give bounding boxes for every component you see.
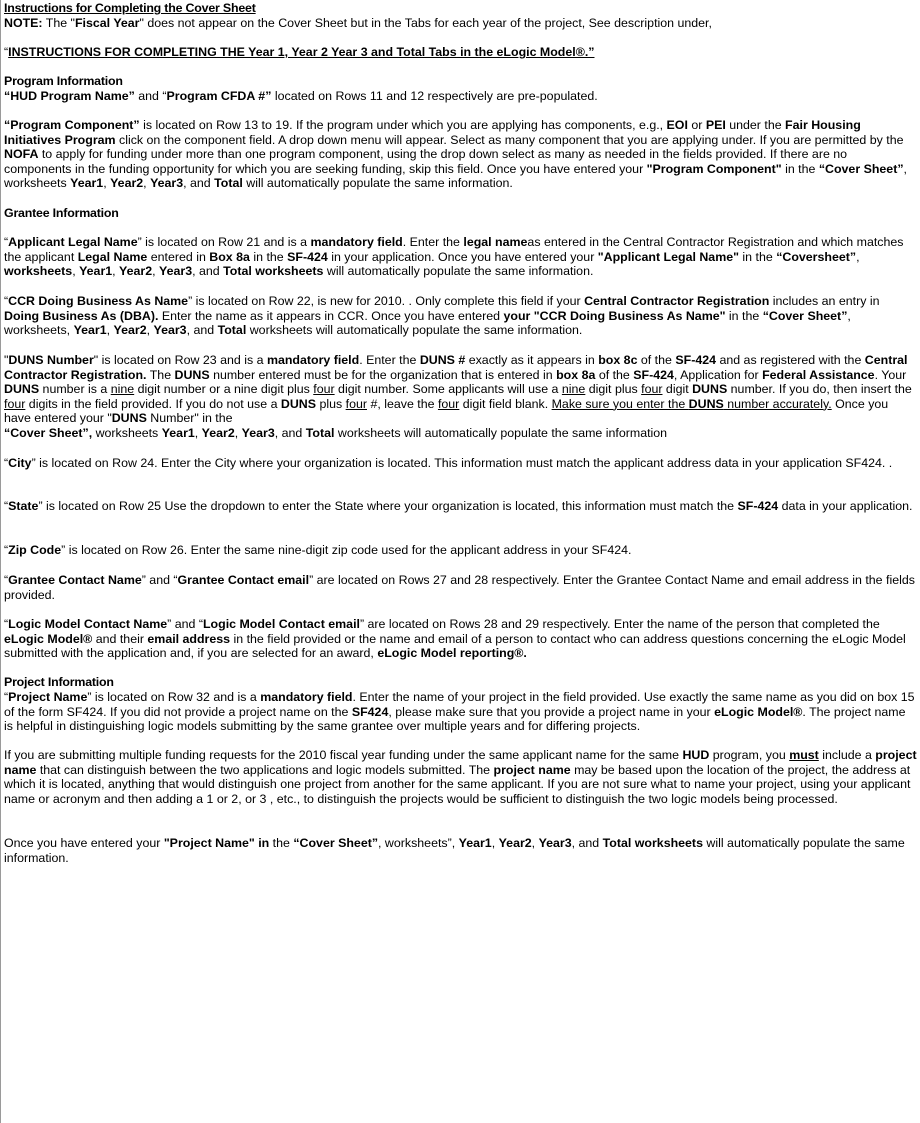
multiple-requests-run: If you are submitting multiple funding requests for the 2010 fiscal year funding under the same applicant name for the same	[4, 748, 683, 762]
program-component-run: PEI	[705, 118, 726, 132]
multiple-requests-run: HUD	[682, 748, 710, 762]
duns-number-run: digit plus	[585, 382, 642, 397]
note-ref-run: “	[4, 45, 9, 59]
logic-model-contact-run: ” and “	[167, 617, 203, 631]
ccr-dba-run: includes an entry in	[769, 294, 880, 308]
city-run: City	[8, 456, 32, 470]
duns-number-run: digits in the field provided. If you do not use a	[25, 396, 281, 411]
duns-number-run: number accurately.	[723, 396, 832, 411]
duns-number-run: DUNS	[174, 367, 210, 382]
project-name-populate-run: Year2	[498, 836, 532, 850]
grantee-information-heading: Grantee Information	[4, 206, 119, 220]
program-component-run: click on the component field. A drop down menu will appear. Select as many component that you are applying under. If you are permitted by the	[115, 132, 904, 147]
duns-number-run: DUNS #	[419, 353, 466, 367]
state-paragraph	[4, 499, 917, 514]
duns-number-run: box 8a	[556, 367, 596, 382]
duns-number-run: Make sure you enter the	[551, 396, 689, 411]
logic-model-contact-run: ” are located on Rows 28 and 29 respectively. Enter the name of the person that completed the	[359, 617, 880, 631]
project-name-populate-run: , worksheets”,	[378, 836, 459, 850]
logic-model-contact-run: “	[4, 617, 9, 631]
program-component-run: ,	[143, 176, 151, 191]
left-border	[0, 0, 1, 1123]
duns-number-run: Federal Assistance	[762, 367, 875, 382]
duns-number-run: Central Contractor Registration.	[4, 353, 908, 382]
duns-number-run: digit field blank.	[459, 396, 552, 411]
project-name-run: “	[4, 690, 9, 704]
duns-number-run: " is located on Row 23 and is a	[93, 353, 267, 367]
project-name-run: ” is located on Row 32 and is a	[87, 690, 261, 704]
program-component-run: , and	[183, 176, 215, 191]
program-component-paragraph	[4, 118, 917, 191]
ccr-dba-run: in the	[725, 308, 763, 323]
note-run: Fiscal Year	[74, 16, 140, 30]
duns-number-run: number is a	[39, 382, 111, 397]
duns-number-run: “Cover Sheet”,	[4, 425, 93, 440]
hud-program-run: and “	[134, 89, 167, 103]
ccr-dba-run: Central Contractor Registration	[584, 294, 770, 308]
duns-number-run: digit number. Some applicants will use a	[334, 382, 562, 397]
state-run: “	[4, 499, 9, 513]
hud-program-run: Program CFDA #”	[166, 89, 272, 103]
duns-number-run: , and	[274, 425, 306, 440]
duns-number-run: SF-424	[633, 367, 674, 382]
applicant-legal-name-run: legal name	[463, 235, 528, 249]
duns-number-run: box 8c	[598, 353, 638, 367]
duns-number-run: ,	[194, 425, 202, 440]
multiple-requests-paragraph	[4, 748, 917, 806]
duns-number-run: Year3	[241, 425, 275, 440]
duns-number-run: DUNS	[688, 396, 724, 411]
multiple-requests-run: may be based upon the location of the project, the address at which it is located, anything that would distinguish one project from another for the same applicant. If you are not sure what to name your project, using your applicant name or acronym and then adding a 1 or 2, or 3 , etc., to distinguish the projects would be sufficient to distinguish the two logic models being processed.	[4, 762, 911, 806]
note-run: NOTE:	[4, 16, 43, 30]
applicant-legal-name-run: ” is located on Row 21 and is a	[137, 235, 311, 249]
program-component-run: or	[687, 118, 706, 132]
program-component-run: in the	[781, 161, 819, 176]
duns-number-run: number. If you do, then insert the	[727, 382, 912, 397]
program-component-run: under the	[725, 118, 786, 132]
logic-model-contact-run: in the field provided or the name and email of a person to contact who can address questions concerning the eLogic Model submitted with the application and, if you are selected for an award,	[4, 631, 906, 661]
state-run: ” is located on Row 25 Use the dropdown to enter the State where your organization is located, this information must match the	[38, 499, 738, 513]
program-component-run: Year3	[150, 176, 184, 191]
ccr-dba-run: your "CCR Doing Business As Name"	[503, 308, 726, 323]
multiple-requests-run: that can distinguish between the two applications and logic models submitted. The	[36, 762, 494, 777]
note-run: " does not appear on the Cover Sheet but in the Tabs for each year of the project, See description under,	[139, 16, 712, 30]
project-name-populate-run: ,	[531, 836, 539, 850]
project-name-run: SF424	[351, 704, 389, 719]
applicant-legal-name-run: mandatory field	[310, 235, 403, 249]
project-name-populate-run: “Cover Sheet”	[293, 836, 379, 850]
grantee-contact-run: “	[4, 573, 9, 587]
applicant-legal-name-run: will automatically populate the same information.	[323, 264, 594, 279]
duns-number-run: Total	[305, 425, 335, 440]
city-paragraph	[4, 456, 917, 471]
ccr-dba-run: ” is located on Row 22, is new for 2010. . Only complete this field if your	[188, 294, 585, 308]
applicant-legal-name-run: entered in	[147, 249, 210, 264]
ccr-dba-run: , worksheets,	[4, 308, 851, 338]
ccr-dba-paragraph	[4, 294, 917, 338]
logic-model-contact-paragraph	[4, 617, 917, 661]
program-information-heading: Program Information	[4, 74, 123, 88]
logic-model-contact-run: email address	[147, 631, 231, 646]
ccr-dba-run: Enter the name as it appears in CCR. Once you have entered	[158, 308, 504, 323]
project-name-populate-run: "Project Name" in	[163, 836, 270, 850]
duns-number-run: of the	[637, 353, 676, 367]
applicant-legal-name-run: ,	[152, 264, 160, 279]
multiple-requests-run: program, you	[709, 748, 790, 762]
ccr-dba-run: Year1	[73, 323, 107, 338]
duns-number-run: . Your	[874, 367, 907, 382]
logic-model-contact-run: eLogic Model reporting®.	[377, 646, 527, 661]
duns-number-run: four	[4, 396, 26, 411]
duns-number-run: DUNS	[692, 382, 728, 397]
note-reference-paragraph	[4, 45, 917, 60]
state-run: SF-424	[737, 499, 779, 513]
applicant-legal-name-paragraph	[4, 235, 917, 279]
ccr-dba-run: “Cover Sheet”	[762, 308, 848, 323]
duns-number-run: . Enter the	[359, 353, 420, 367]
state-run: data in your application.	[778, 499, 913, 513]
duns-number-run: and as registered with the	[716, 353, 865, 367]
applicant-legal-name-run: Year2	[119, 264, 153, 279]
duns-number-run: , Application for	[673, 367, 763, 382]
project-name-populate-run: Total worksheets	[602, 836, 703, 850]
grantee-contact-run: Grantee Contact email	[177, 573, 310, 587]
applicant-legal-name-run: in the	[249, 249, 288, 264]
ccr-dba-run: “	[4, 294, 9, 308]
applicant-legal-name-run: SF-424	[287, 249, 328, 264]
applicant-legal-name-run: in the	[738, 249, 777, 264]
duns-number-run: four	[345, 396, 367, 411]
applicant-legal-name-run: “	[4, 235, 9, 249]
applicant-legal-name-run: Year1	[79, 264, 113, 279]
project-name-populate-run: ,	[491, 836, 499, 850]
applicant-legal-name-run: Legal Name	[77, 249, 148, 264]
program-component-run: , worksheets	[4, 161, 907, 191]
ccr-dba-run: CCR Doing Business As Name	[8, 294, 189, 308]
program-component-run: NOFA	[4, 147, 39, 162]
applicant-legal-name-run: ,	[72, 264, 80, 279]
duns-number-run: worksheets will automatically populate the same information	[334, 425, 668, 440]
zip-code-run: Zip Code	[8, 543, 62, 557]
program-component-run: Total	[214, 176, 243, 191]
duns-number-run: four	[641, 382, 663, 397]
program-component-run: “Program Component”	[4, 118, 140, 132]
project-name-populate-run: , and	[571, 836, 603, 850]
applicant-legal-name-run: in your application. Once you have entered your	[327, 249, 598, 264]
city-run: ” is located on Row 24. Enter the City where your organization is located. This information must match the applicant address data in your application SF424. .	[31, 456, 893, 470]
duns-number-run: mandatory field	[266, 353, 360, 367]
program-component-run: Year2	[110, 176, 144, 191]
zip-code-run: ” is located on Row 26. Enter the same nine-digit zip code used for the applicant address in your SF424.	[61, 543, 632, 557]
applicant-legal-name-run: “Coversheet”	[776, 249, 857, 264]
project-name-run: Project Name	[8, 690, 88, 704]
grantee-contact-paragraph	[4, 573, 917, 602]
logic-model-contact-run: eLogic Model®	[4, 631, 93, 646]
project-name-run: , please make sure that you provide a project name in your	[388, 704, 715, 719]
duns-number-run: DUNS	[280, 396, 317, 411]
grantee-contact-run: ” are located on Rows 27 and 28 respectively. Enter the Grantee Contact Name and email address in the fields provided.	[4, 573, 915, 602]
project-name-populate-run: the	[269, 836, 294, 850]
multiple-requests-run: must	[789, 748, 819, 762]
ccr-dba-run: worksheets will automatically populate the same information.	[246, 323, 583, 338]
duns-number-run: nine	[110, 382, 135, 397]
document-title: Instructions for Completing the Cover Sheet	[4, 1, 256, 15]
applicant-legal-name-run: worksheets	[4, 264, 73, 279]
program-component-run: to apply for funding under more than one program component, using the drop down select as many as needed in the fields provided. If there are no components in the funding opportunity for which you are seeking funding, skip this field. Once you have entered your	[4, 147, 848, 176]
ccr-dba-run: Total	[217, 323, 247, 338]
duns-number-run: Once you have entered your "	[4, 396, 889, 426]
duns-number-run: nine	[561, 382, 586, 397]
hud-program-run: “HUD Program Name”	[4, 89, 135, 103]
ccr-dba-run: Year2	[113, 323, 147, 338]
duns-number-run: SF-424	[675, 353, 716, 367]
program-component-run: Fair Housing Initiatives Program	[4, 118, 861, 147]
multiple-requests-run: include a	[818, 748, 876, 762]
zip-code-run: “	[4, 543, 9, 557]
duns-number-run: four	[437, 396, 460, 411]
duns-number-paragraph	[4, 353, 917, 441]
duns-number-run: Year1	[161, 425, 195, 440]
duns-number-run: of the	[595, 367, 634, 382]
project-name-populate-run: Year3	[538, 836, 572, 850]
duns-number-run: The	[146, 367, 175, 382]
applicant-legal-name-run: . Enter the	[402, 235, 464, 249]
duns-number-run: Year2	[201, 425, 235, 440]
hud-program-paragraph	[4, 89, 917, 104]
duns-number-run: digit	[662, 382, 693, 397]
program-component-run: EOI	[666, 118, 688, 132]
multiple-requests-run: project name	[4, 748, 917, 777]
ccr-dba-run: Year3	[153, 323, 187, 338]
program-component-run: will automatically populate the same information.	[242, 176, 513, 191]
logic-model-contact-run: Logic Model Contact email	[202, 617, 360, 631]
ccr-dba-run: ,	[106, 323, 114, 338]
note-run: The "	[42, 16, 75, 30]
program-component-run: is located on Row 13 to 19. If the program under which you are applying has components, e.g.,	[139, 118, 667, 132]
applicant-legal-name-run: ,	[112, 264, 120, 279]
duns-number-run: ,	[234, 425, 242, 440]
applicant-legal-name-run: ,	[856, 249, 860, 264]
duns-number-run: DUNS	[111, 411, 147, 426]
project-name-populate-paragraph	[4, 836, 917, 865]
city-run: “	[4, 456, 9, 470]
duns-number-run: plus	[316, 396, 346, 411]
duns-number-run: worksheets	[92, 425, 162, 440]
duns-number-run: #, leave the	[367, 396, 438, 411]
applicant-legal-name-run: , and	[192, 264, 224, 279]
program-component-run: "Program Component"	[646, 161, 782, 176]
duns-number-run: number entered must be for the organization that is entered in	[209, 367, 557, 382]
duns-number-run: four	[313, 382, 335, 397]
applicant-legal-name-run: as entered in the Central Contractor Registration and which matches the applicant	[4, 235, 904, 264]
duns-number-run: digit number or a nine digit plus	[134, 382, 314, 397]
program-component-run: Year1	[70, 176, 104, 191]
zip-code-paragraph	[4, 543, 917, 558]
program-component-run: ,	[103, 176, 111, 191]
project-name-run: eLogic Model®	[714, 704, 803, 719]
duns-number-run: exactly as it appears in	[465, 353, 599, 367]
applicant-legal-name-run: Total worksheets	[223, 264, 324, 279]
project-name-paragraph	[4, 690, 917, 734]
applicant-legal-name-run: Box 8a	[209, 249, 250, 264]
duns-number-run: "	[4, 353, 9, 367]
ccr-dba-run: , and	[186, 323, 218, 338]
grantee-contact-run: Grantee Contact Name	[8, 573, 142, 587]
duns-number-run: Number" in the	[146, 411, 233, 426]
grantee-contact-run: ” and “	[141, 573, 178, 587]
ccr-dba-run: ,	[146, 323, 154, 338]
duns-number-run: DUNS	[4, 382, 40, 397]
state-run: State	[8, 499, 39, 513]
applicant-legal-name-run: Applicant Legal Name	[8, 235, 138, 249]
logic-model-contact-run: Logic Model Contact Name	[8, 617, 168, 631]
ccr-dba-run: Doing Business As (DBA).	[4, 308, 159, 323]
project-name-populate-run: Once you have entered your	[4, 836, 164, 850]
project-name-run: . Enter the name of your project in the field provided. Use exactly the same name as you did on box 15 of the form SF424. If you did not provide a project name on the	[4, 690, 915, 719]
duns-number-run: DUNS Number	[8, 353, 94, 367]
applicant-legal-name-run: "Applicant Legal Name"	[597, 249, 739, 264]
logic-model-contact-run: and their	[92, 631, 148, 646]
project-name-populate-run: Year1	[458, 836, 492, 850]
note-ref-run: INSTRUCTIONS FOR COMPLETING THE Year 1, Year 2 Year 3 and Total Tabs in the eLogic Model®.”	[8, 45, 595, 59]
program-component-run: “Cover Sheet”	[818, 161, 904, 176]
project-name-populate-run: will automatically populate the same information.	[4, 836, 905, 865]
note-paragraph	[4, 16, 917, 31]
multiple-requests-run: project name	[493, 762, 571, 777]
project-name-run: . The project name is helpful in distinguishing logic models submitting by the same grantee over multiple years and for differing projects.	[4, 704, 906, 734]
hud-program-run: located on Rows 11 and 12 respectively are pre-populated.	[271, 89, 598, 103]
project-information-heading: Project Information	[4, 675, 114, 689]
applicant-legal-name-run: Year3	[159, 264, 193, 279]
project-name-run: mandatory field	[260, 690, 353, 704]
